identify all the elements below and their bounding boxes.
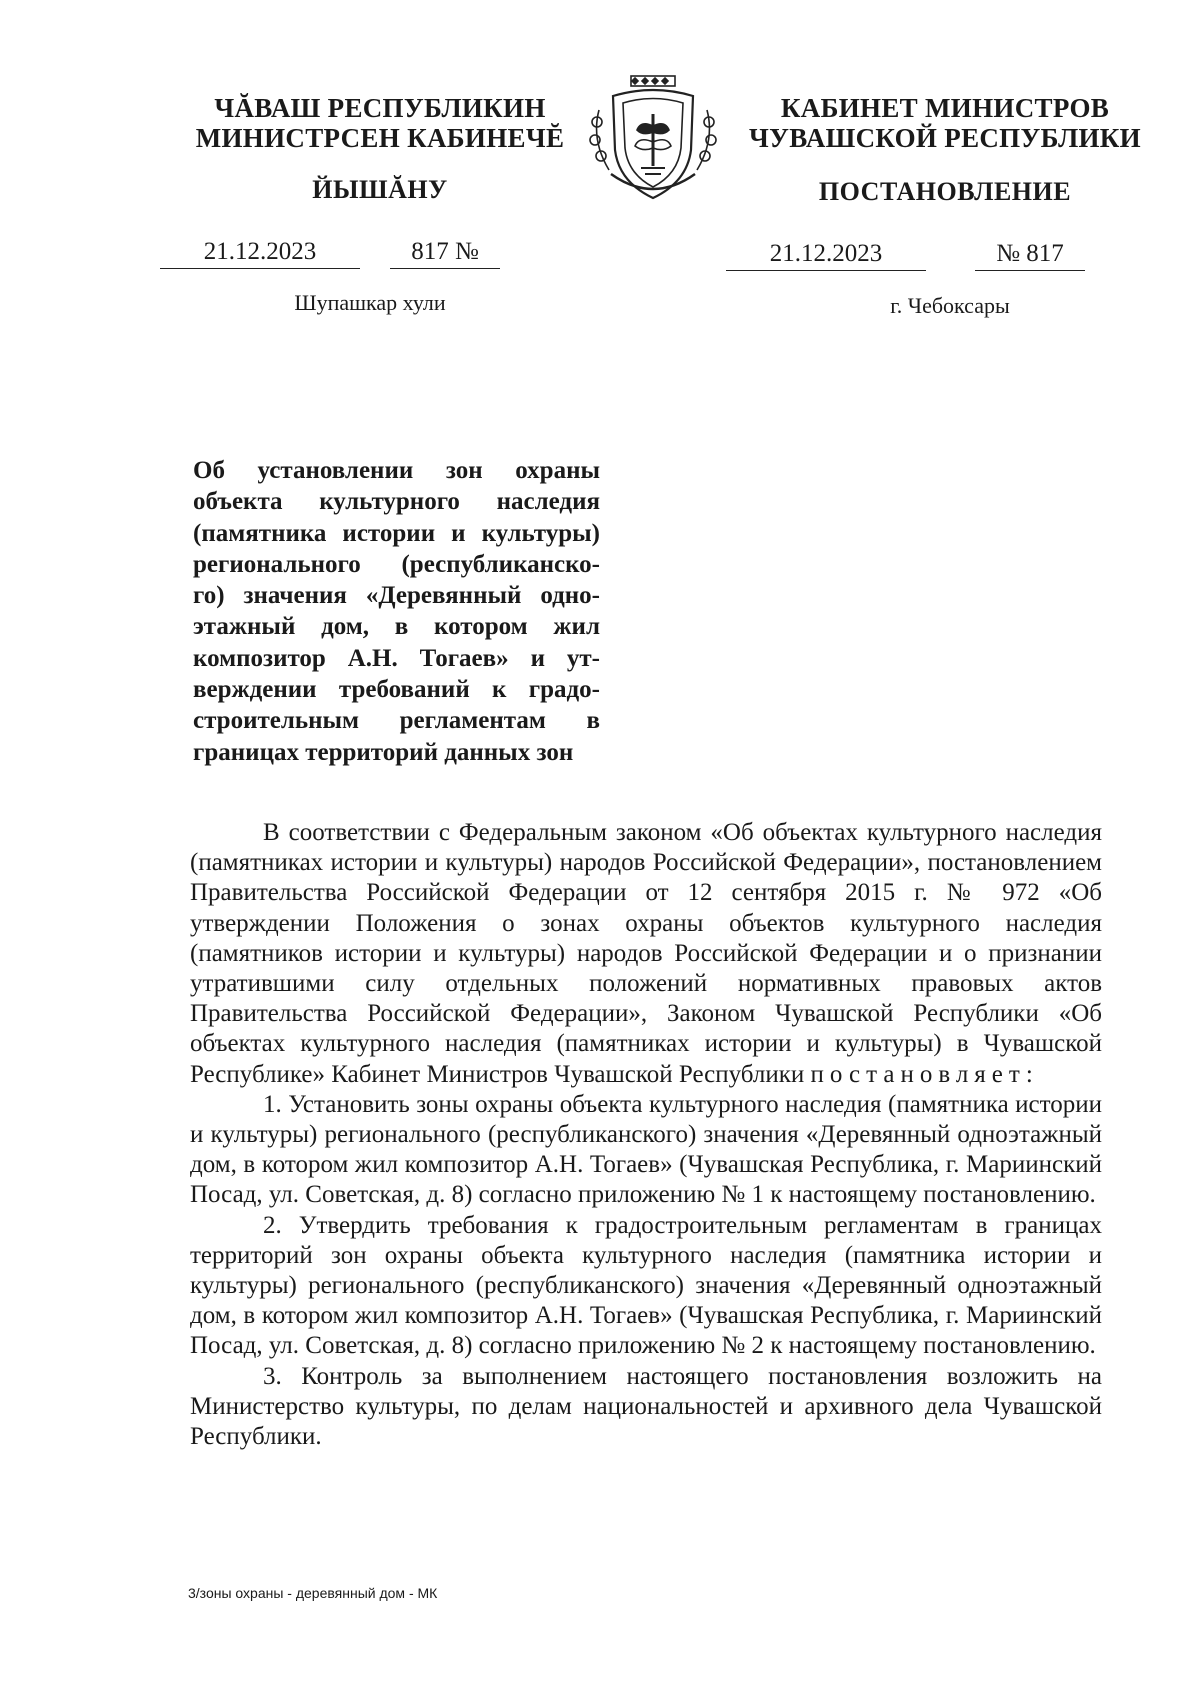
footer-file-ref: 3/зоны охраны - деревянный дом - МК [188,1585,438,1601]
header-right-doc-type: ПОСТАНОВЛЕНИЕ [818,177,1072,206]
header-right-city: г. Чебоксары [890,293,1010,318]
header-left-date: 21.12.2023 [160,236,360,269]
coat-of-arms-icon [583,70,723,205]
title-line: го) значения «Деревянный одно- [193,582,600,610]
header-right-line1: КАБИНЕТ МИНИСТРОВ [780,93,1110,123]
header-left-number: 817 № [390,236,500,269]
header-left-title [175,93,585,153]
preamble-paragraph [190,818,1102,1090]
document-body [190,818,1102,1452]
header-left-line2: МИНИСТРСЕН КАБИНЕЧĔ [195,123,565,153]
item-1: 1. Установить зоны охраны объекта культурного наследия (памятника истории и культуры) регионального (республиканского) значения «Деревянный одноэтажный дом, в котором жил композитор А.Н. Тогаев» (Чувашская Республика, г. Мариинский Посад, ул. Советская, д. 8) согласно приложению № 1 к настоящему постановлению. [190,1090,1102,1209]
title-line: строительным регламентам в [193,707,600,735]
resolves-word: постановляет: [810,1060,1039,1088]
preamble-text: В соответствии с Федеральным законом «Об объектах культурного наследия (памятниках истории и культуры) народов Российской Федерации», постановлением Правительства Российской Федерации от 12 сентября 2015 г. № 972 «Об утверждении Положения о зонах охраны объектов культурного наследия (памятников истории и культуры) народов Российской Федерации и о признании утратившими силу отдельных положений нормативных правовых актов Правительства Российской Федерации», Законом Чувашской Республики «Об объектах культурного наследия (памятниках истории и культуры) в Чувашской Республике» Кабинет Министров Чувашской Республики [190,819,1102,1088]
header-right-date: 21.12.2023 [726,238,926,271]
title-line: (памятника истории и культуры) [193,519,600,547]
header-left-doc-type: ЙЫШĂНУ [312,175,448,204]
header-right-line2: ЧУВАШСКОЙ РЕСПУБЛИКИ [749,123,1141,153]
title-line: границах территорий данных зон [193,738,574,766]
title-line: верждении требований к градо- [193,676,600,704]
header-left-city: Шупашкар хули [294,290,446,315]
header-left-line1: ЧĂВАШ РЕСПУБЛИКИН [214,93,546,123]
title-line: объекта культурного наследия [193,488,600,516]
item-2: 2. Утвердить требования к градостроительным регламентам в границах территорий зон охраны объекта культурного наследия (памятника истории и культуры) регионального (республиканского) значения «Деревянный одноэтажный дом, в котором жил композитор А.Н. Тогаев» (Чувашская Республика, г. Мариинский Посад, ул. Советская, д. 8) согласно приложению № 2 к настоящему постановлению. [190,1211,1102,1360]
title-line: композитор А.Н. Тогаев» и ут- [193,644,600,672]
document-title [193,455,600,768]
item-3: 3. Контроль за выполнением настоящего постановления возложить на Министерство культуры, по делам национальностей и архивного дела Чувашской Республики. [190,1362,1102,1451]
header-right-title [740,93,1150,153]
title-line: Об установлении зон охраны [193,457,600,484]
emblem-svg [583,70,723,205]
title-line: регионального (республиканско- [193,550,600,578]
title-line: этажный дом, в котором жил [193,613,600,641]
header-right-number: № 817 [975,238,1085,271]
